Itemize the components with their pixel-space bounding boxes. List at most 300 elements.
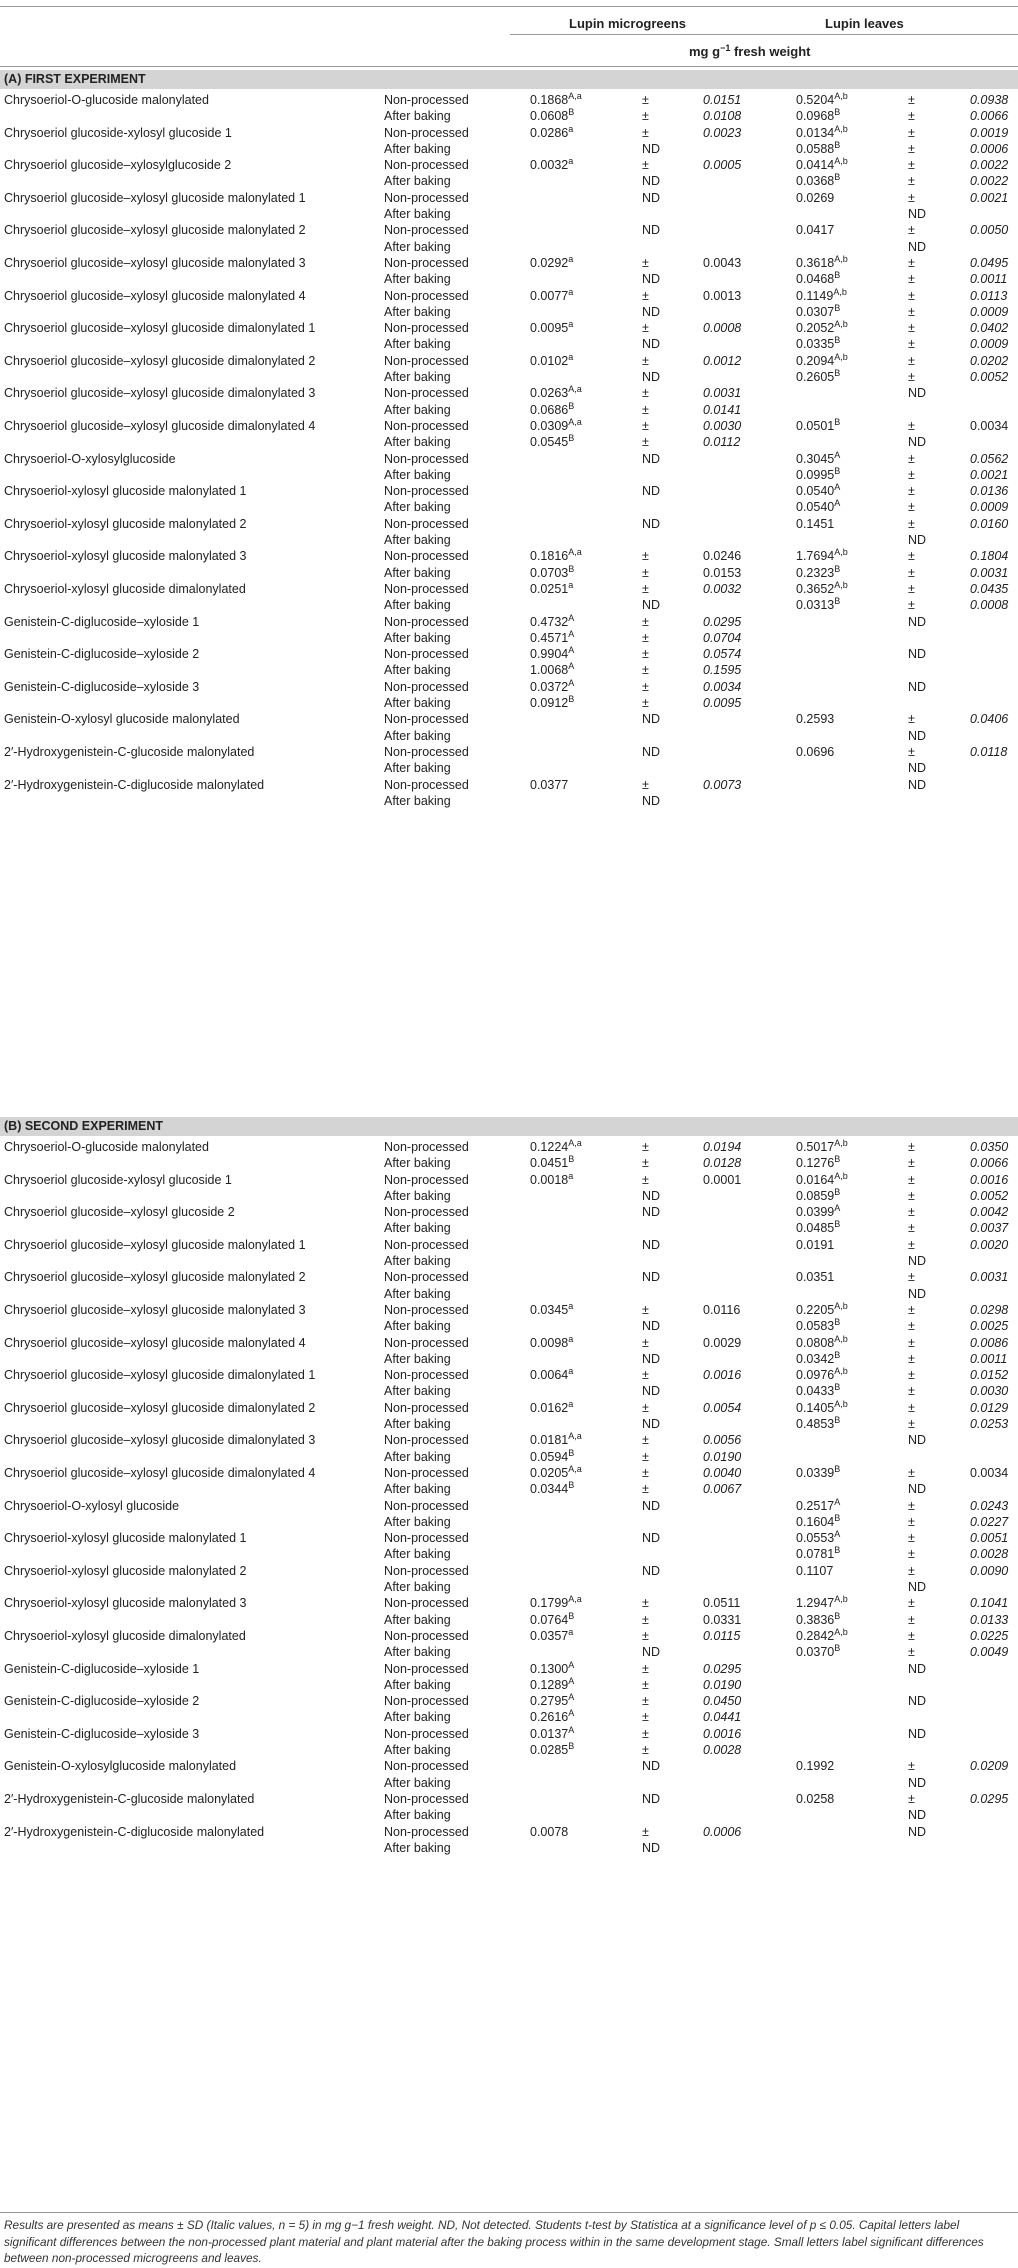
microgreens-pm-or-nd: ±: [642, 1466, 649, 1480]
leaves-sd: 0.0022: [970, 158, 1009, 172]
microgreens-sd: 0.0574: [703, 647, 742, 661]
leaves-mean: $0.1405^{A,b}$: [796, 1399, 848, 1415]
leaves-sd: 0.0406: [970, 712, 1009, 726]
microgreens-sd: 0.0043: [703, 256, 742, 270]
microgreens-sd: 0.0112: [703, 435, 741, 449]
microgreens-sd: 0.0006: [703, 1825, 742, 1839]
microgreens-sd: 0.0016: [703, 1727, 742, 1741]
leaves-sd: 0.0227: [970, 1515, 1009, 1529]
leaves-pm-or-nd: ±: [908, 1466, 915, 1480]
microgreens-mean: $0.0912^B$: [530, 694, 575, 710]
leaves-mean: $0.5204^{A,b}$: [796, 91, 848, 107]
processing-state: After baking: [384, 240, 451, 254]
leaves-mean: 0.1107: [796, 1564, 834, 1578]
compound-name: Chrysoeriol-O-glucoside malonylated: [4, 93, 209, 107]
leaves-sd: 0.0022: [970, 174, 1009, 188]
leaves-pm-or-nd: ±: [908, 158, 915, 172]
leaves-mean: $0.0399^A$: [796, 1203, 841, 1219]
leaves-sd: 0.0435: [970, 582, 1009, 596]
microgreens-mean: $0.0372^A$: [530, 678, 575, 694]
microgreens-pm-or-nd: ±: [642, 696, 649, 710]
microgreens-pm-or-nd: ±: [642, 386, 649, 400]
microgreens-mean: $0.0594^B$: [530, 1448, 575, 1464]
leaves-pm-or-nd: ±: [908, 1629, 915, 1643]
microgreens-pm-or-nd: ±: [642, 354, 649, 368]
microgreens-mean: $0.1868^{A,a}$: [530, 91, 582, 107]
microgreens-pm-or-nd: ±: [642, 1710, 649, 1724]
microgreens-sd: 0.1595: [703, 663, 742, 677]
microgreens-sd: 0.0095: [703, 696, 742, 710]
compound-name: 2′-Hydroxygenistein-C-diglucoside malonylated: [4, 777, 265, 792]
compound-name: Chrysoeriol-xylosyl glucoside malonylated 2: [4, 516, 247, 531]
leaves-mean: $0.0307^B$: [796, 303, 841, 319]
leaves-mean: $0.1276^B$: [796, 1154, 841, 1170]
leaves-mean: 0.0351: [796, 1270, 835, 1284]
microgreens-pm-or-nd: ±: [642, 1743, 649, 1757]
processing-state: Non-processed: [384, 1466, 469, 1480]
leaves-sd: 0.0298: [970, 1303, 1009, 1317]
microgreens-pm-or-nd: ±: [642, 403, 649, 417]
leaves-mean: $0.0164^{A,b}$: [796, 1171, 848, 1187]
compound-name: Chrysoeriol glucoside–xylosyl glucoside dimalonylated 3: [4, 386, 316, 401]
leaves-mean: $0.0370^B$: [796, 1643, 841, 1659]
microgreens-sd: 0.0054: [703, 1401, 742, 1415]
compound-name: Genistein-C-diglucoside–xyloside 1: [4, 1661, 200, 1676]
leaves-pm-or-nd: ND: [908, 729, 927, 743]
leaves-mean: $0.0339^B$: [796, 1464, 841, 1480]
microgreens-pm-or-nd: ±: [642, 680, 649, 694]
microgreens-pm-or-nd: ±: [642, 663, 649, 677]
processing-state: Non-processed: [384, 582, 469, 596]
microgreens-mean: $0.0205^{A,a}$: [530, 1464, 582, 1480]
processing-state: After baking: [384, 761, 451, 775]
processing-state: Non-processed: [384, 1727, 469, 1741]
leaves-sd: 0.0028: [970, 1547, 1009, 1561]
leaves-mean: $0.0313^B$: [796, 596, 841, 612]
microgreens-sd: 0.0012: [703, 354, 742, 368]
microgreens-sd: 0.0108: [703, 109, 742, 123]
leaves-pm-or-nd: ±: [908, 109, 915, 123]
microgreens-sd: 0.0029: [703, 1336, 742, 1350]
leaves-sd: 0.0009: [970, 337, 1009, 351]
compound-name: Chrysoeriol glucoside–xylosyl glucoside dimalonylated 2: [4, 353, 316, 368]
leaves-pm-or-nd: ±: [908, 337, 915, 351]
compound-name: Chrysoeriol-O-glucoside malonylated: [4, 1140, 209, 1154]
microgreens-pm-or-nd: ±: [642, 1694, 649, 1708]
leaves-pm-or-nd: ±: [908, 1531, 915, 1545]
processing-state: After baking: [384, 794, 451, 808]
compound-name: Chrysoeriol-xylosyl glucoside malonylated 2: [4, 1563, 247, 1578]
processing-state: Non-processed: [384, 1792, 469, 1806]
microgreens-sd: 0.0153: [703, 566, 742, 580]
leaves-sd: 0.0042: [970, 1205, 1009, 1219]
processing-state: Non-processed: [384, 1759, 469, 1773]
leaves-pm-or-nd: ±: [908, 517, 915, 531]
leaves-pm-or-nd: ND: [908, 1776, 927, 1790]
column-header-leaves: Lupin leaves: [825, 16, 904, 31]
microgreens-pm-or-nd: ND: [642, 1417, 661, 1431]
leaves-pm-or-nd: ±: [908, 126, 915, 140]
leaves-mean: 0.0696: [796, 745, 835, 759]
column-header-microgreens: Lupin microgreens: [569, 16, 687, 31]
leaves-sd: 0.0066: [970, 109, 1009, 123]
leaves-pm-or-nd: ±: [908, 1303, 915, 1317]
processing-state: After baking: [384, 207, 451, 221]
processing-state: Non-processed: [384, 647, 469, 661]
leaves-pm-or-nd: ±: [908, 712, 915, 726]
leaves-pm-or-nd: ±: [908, 1564, 915, 1578]
microgreens-pm-or-nd: ±: [642, 1727, 649, 1741]
microgreens-pm-or-nd: ±: [642, 1613, 649, 1627]
leaves-pm-or-nd: ND: [908, 1727, 927, 1741]
microgreens-sd: 0.0295: [703, 1662, 742, 1676]
processing-state: After baking: [384, 1808, 451, 1822]
microgreens-sd: 0.0246: [703, 549, 742, 563]
microgreens-pm-or-nd: ±: [642, 256, 649, 270]
processing-state: Non-processed: [384, 1173, 469, 1187]
compound-name: Chrysoeriol glucoside–xylosyl glucoside dimalonylated 4: [4, 1466, 316, 1480]
leaves-sd: 0.0402: [970, 321, 1009, 335]
microgreens-pm-or-nd: ±: [642, 1629, 649, 1643]
compound-name: Chrysoeriol-xylosyl glucoside dimalonylated: [4, 1629, 246, 1643]
processing-state: After baking: [384, 1221, 451, 1235]
compound-name: Chrysoeriol glucoside–xylosyl glucoside malonylated 1: [4, 1237, 306, 1252]
processing-state: After baking: [384, 1776, 451, 1790]
processing-state: After baking: [384, 1352, 451, 1366]
microgreens-sd: 0.0450: [703, 1694, 742, 1708]
microgreens-sd: 0.0001: [703, 1173, 742, 1187]
microgreens-pm-or-nd: ND: [642, 1645, 661, 1659]
processing-state: Non-processed: [384, 1140, 469, 1154]
leaves-sd: 0.0938: [970, 93, 1009, 107]
leaves-sd: 0.0020: [970, 1238, 1009, 1252]
leaves-mean: 0.1992: [796, 1759, 835, 1773]
compound-name: 2′-Hydroxygenistein-C-glucoside malonylated: [4, 1792, 255, 1806]
leaves-sd: 0.0031: [970, 566, 1009, 580]
processing-state: After baking: [384, 533, 451, 547]
processing-state: After baking: [384, 1384, 451, 1398]
microgreens-sd: 0.0031: [703, 386, 742, 400]
processing-state: After baking: [384, 598, 451, 612]
processing-state: Non-processed: [384, 1368, 469, 1382]
compound-name: Chrysoeriol-xylosyl glucoside malonylated 3: [4, 549, 247, 564]
processing-state: Non-processed: [384, 1270, 469, 1284]
header-bottom-rule: [0, 66, 1018, 67]
leaves-pm-or-nd: ±: [908, 1221, 915, 1235]
leaves-pm-or-nd: ND: [908, 240, 927, 254]
leaves-mean: $0.0976^{A,b}$: [796, 1366, 848, 1382]
leaves-mean: 0.0191: [796, 1238, 835, 1252]
header-rule: [510, 34, 1018, 35]
compound-name: Chrysoeriol glucoside–xylosyl glucoside dimalonylated 1: [4, 321, 316, 336]
compound-name: Genistein-C-diglucoside–xyloside 3: [4, 1726, 200, 1741]
leaves-sd: 0.0008: [970, 598, 1009, 612]
microgreens-sd: 0.0190: [703, 1450, 742, 1464]
leaves-sd: 0.0295: [970, 1792, 1009, 1806]
microgreens-pm-or-nd: ND: [642, 598, 661, 612]
processing-state: After baking: [384, 1482, 451, 1496]
microgreens-pm-or-nd: ±: [642, 109, 649, 123]
microgreens-pm-or-nd: ND: [642, 745, 661, 759]
processing-state: Non-processed: [384, 1694, 469, 1708]
microgreens-sd: 0.0032: [703, 582, 742, 596]
leaves-mean: $0.0134^{A,b}$: [796, 124, 848, 140]
processing-state: Non-processed: [384, 1564, 469, 1578]
compound-name: Chrysoeriol-xylosyl glucoside malonylated 1: [4, 1531, 247, 1546]
leaves-mean: 0.0258: [796, 1792, 835, 1806]
leaves-mean: $0.0540^A$: [796, 498, 841, 514]
leaves-pm-or-nd: ±: [908, 1368, 915, 1382]
compound-name: 2′-Hydroxygenistein-C-glucoside malonylated: [4, 745, 255, 759]
leaves-pm-or-nd: ±: [908, 1384, 915, 1398]
processing-state: Non-processed: [384, 126, 469, 140]
microgreens-pm-or-nd: ND: [642, 305, 661, 319]
leaves-pm-or-nd: ND: [908, 1825, 927, 1839]
microgreens-mean: 0.0095$^a$: [530, 319, 574, 335]
processing-state: After baking: [384, 1743, 451, 1757]
leaves-pm-or-nd: ND: [908, 615, 927, 629]
microgreens-pm-or-nd: ND: [642, 1564, 661, 1578]
processing-state: Non-processed: [384, 354, 469, 368]
processing-state: Non-processed: [384, 1596, 469, 1610]
processing-state: After baking: [384, 729, 451, 743]
leaves-sd: 0.0133: [970, 1613, 1009, 1627]
microgreens-mean: $0.4571^A$: [530, 629, 575, 645]
leaves-sd: 0.0006: [970, 142, 1009, 156]
compound-name: Chrysoeriol glucoside–xylosyl glucoside dimalonylated 2: [4, 1400, 316, 1415]
leaves-sd: 0.0050: [970, 223, 1009, 237]
microgreens-pm-or-nd: ±: [642, 566, 649, 580]
leaves-mean: $0.0485^B$: [796, 1219, 841, 1235]
microgreens-sd: 0.0073: [703, 778, 742, 792]
processing-state: After baking: [384, 1841, 451, 1855]
processing-state: After baking: [384, 1547, 451, 1561]
microgreens-mean: $0.0764^B$: [530, 1611, 575, 1627]
microgreens-mean: $0.0451^B$: [530, 1154, 575, 1170]
leaves-sd: 0.0030: [970, 1384, 1009, 1398]
leaves-mean: $0.0553^A$: [796, 1529, 841, 1545]
processing-state: Non-processed: [384, 517, 469, 531]
leaves-pm-or-nd: ND: [908, 1662, 927, 1676]
processing-state: Non-processed: [384, 1401, 469, 1415]
leaves-pm-or-nd: ±: [908, 598, 915, 612]
processing-state: After baking: [384, 1515, 451, 1529]
microgreens-mean: $0.0608^B$: [530, 107, 575, 123]
microgreens-mean: $1.0068^A$: [530, 661, 575, 677]
leaves-sd: 0.0086: [970, 1336, 1009, 1350]
microgreens-sd: 0.0030: [703, 419, 742, 433]
compound-name: Genistein-O-xylosyl glucoside malonylated: [4, 712, 240, 727]
leaves-pm-or-nd: ND: [908, 533, 927, 547]
processing-state: Non-processed: [384, 223, 469, 237]
section-header: (A) FIRST EXPERIMENT: [0, 70, 1018, 89]
leaves-sd: 0.0025: [970, 1319, 1009, 1333]
microgreens-pm-or-nd: ND: [642, 712, 661, 726]
table-top-rule: [0, 6, 1018, 7]
leaves-sd: 0.0136: [970, 484, 1009, 498]
microgreens-mean: 0.0018$^a$: [530, 1171, 574, 1187]
processing-state: Non-processed: [384, 1499, 469, 1513]
processing-state: After baking: [384, 142, 451, 156]
leaves-sd: 0.0009: [970, 305, 1009, 319]
microgreens-sd: 0.0151: [703, 93, 742, 107]
processing-state: Non-processed: [384, 452, 469, 466]
processing-state: Non-processed: [384, 386, 469, 400]
leaves-pm-or-nd: ±: [908, 321, 915, 335]
microgreens-pm-or-nd: ±: [642, 126, 649, 140]
processing-state: Non-processed: [384, 191, 469, 205]
leaves-mean: $0.2094^{A,b}$: [796, 352, 848, 368]
microgreens-pm-or-nd: ±: [642, 1482, 649, 1496]
microgreens-mean: $0.0545^B$: [530, 433, 575, 449]
microgreens-pm-or-nd: ND: [642, 1319, 661, 1333]
processing-state: Non-processed: [384, 680, 469, 694]
microgreens-mean: 0.0292$^a$: [530, 254, 574, 270]
leaves-sd: 0.0019: [970, 126, 1009, 140]
processing-state: Non-processed: [384, 712, 469, 726]
microgreens-mean: $0.1300^A$: [530, 1660, 575, 1676]
processing-state: Non-processed: [384, 419, 469, 433]
microgreens-mean: $0.0263^{A,a}$: [530, 384, 582, 400]
microgreens-mean: $0.0285^B$: [530, 1741, 575, 1757]
microgreens-mean: $0.1289^A$: [530, 1676, 575, 1692]
microgreens-pm-or-nd: ±: [642, 289, 649, 303]
processing-state: Non-processed: [384, 1238, 469, 1252]
leaves-mean: $0.5017^{A,b}$: [796, 1138, 848, 1154]
microgreens-sd: 0.0441: [703, 1710, 742, 1724]
processing-state: After baking: [384, 337, 451, 351]
microgreens-pm-or-nd: ±: [642, 1596, 649, 1610]
leaves-sd: 0.1041: [970, 1596, 1009, 1610]
microgreens-pm-or-nd: ND: [642, 1792, 661, 1806]
processing-state: After baking: [384, 566, 451, 580]
microgreens-pm-or-nd: ±: [642, 435, 649, 449]
processing-state: After baking: [384, 305, 451, 319]
leaves-mean: $0.3045^A$: [796, 450, 841, 466]
leaves-pm-or-nd: ±: [908, 745, 915, 759]
microgreens-pm-or-nd: ND: [642, 337, 661, 351]
leaves-sd: 0.0202: [970, 354, 1009, 368]
leaves-sd: 0.0160: [970, 517, 1009, 531]
microgreens-pm-or-nd: ND: [642, 1352, 661, 1366]
compound-name: Chrysoeriol glucoside–xylosyl glucoside malonylated 2: [4, 223, 306, 238]
microgreens-pm-or-nd: ND: [642, 1189, 661, 1203]
microgreens-pm-or-nd: ±: [642, 1140, 649, 1154]
leaves-mean: $0.2842^{A,b}$: [796, 1627, 848, 1643]
processing-state: After baking: [384, 500, 451, 514]
microgreens-pm-or-nd: ND: [642, 191, 661, 205]
leaves-mean: $0.0501^B$: [796, 417, 841, 433]
leaves-pm-or-nd: ±: [908, 1645, 915, 1659]
leaves-mean: $0.0588^B$: [796, 140, 841, 156]
leaves-mean: $0.2605^B$: [796, 368, 841, 384]
leaves-pm-or-nd: ±: [908, 191, 915, 205]
processing-state: Non-processed: [384, 1303, 469, 1317]
leaves-pm-or-nd: ±: [908, 1205, 915, 1219]
processing-state: After baking: [384, 1417, 451, 1431]
compound-name: Genistein-O-xylosylglucoside malonylated: [4, 1759, 237, 1774]
microgreens-pm-or-nd: ±: [642, 1368, 649, 1382]
compound-name: Chrysoeriol-xylosyl glucoside malonylated 3: [4, 1596, 247, 1611]
leaves-pm-or-nd: ±: [908, 93, 915, 107]
leaves-pm-or-nd: ±: [908, 1417, 915, 1431]
leaves-sd: 0.0066: [970, 1156, 1009, 1170]
processing-state: Non-processed: [384, 289, 469, 303]
processing-state: After baking: [384, 370, 451, 384]
leaves-sd: 0.0011: [970, 1352, 1008, 1366]
processing-state: After baking: [384, 1254, 451, 1268]
leaves-mean: $0.0335^B$: [796, 335, 841, 351]
compound-name: Genistein-C-diglucoside–xyloside 1: [4, 614, 200, 629]
compound-name: Chrysoeriol glucoside-xylosyl glucoside 1: [4, 1172, 232, 1187]
microgreens-pm-or-nd: ND: [642, 1270, 661, 1284]
compound-name: Chrysoeriol glucoside–xylosylglucoside 2: [4, 158, 232, 173]
compound-name: Chrysoeriol glucoside–xylosyl glucoside malonylated 2: [4, 1270, 306, 1285]
leaves-sd: 0.0118: [970, 745, 1008, 759]
leaves-pm-or-nd: ±: [908, 1238, 915, 1252]
leaves-pm-or-nd: ND: [908, 761, 927, 775]
processing-state: After baking: [384, 1287, 451, 1301]
processing-state: Non-processed: [384, 93, 469, 107]
processing-state: After baking: [384, 1189, 451, 1203]
leaves-sd: 0.0031: [970, 1270, 1009, 1284]
processing-state: Non-processed: [384, 745, 469, 759]
leaves-mean: $0.0540^A$: [796, 482, 841, 498]
leaves-mean: $0.4853^B$: [796, 1415, 841, 1431]
processing-state: After baking: [384, 1450, 451, 1464]
leaves-pm-or-nd: ±: [908, 419, 915, 433]
compound-name: Chrysoeriol glucoside–xylosyl glucoside dimalonylated 3: [4, 1433, 316, 1448]
leaves-mean: $0.2052^{A,b}$: [796, 319, 848, 335]
leaves-mean: $0.0968^B$: [796, 107, 841, 123]
processing-state: After baking: [384, 1580, 451, 1594]
microgreens-sd: 0.0194: [703, 1140, 742, 1154]
leaves-sd: 0.0034: [970, 1466, 1009, 1480]
leaves-sd: 0.0129: [970, 1401, 1009, 1415]
leaves-sd: 0.1804: [970, 549, 1009, 563]
leaves-mean: $1.7694^{A,b}$: [796, 547, 848, 563]
leaves-mean: $0.0995^B$: [796, 466, 841, 482]
leaves-pm-or-nd: ND: [908, 1433, 927, 1447]
leaves-mean: $0.0468^B$: [796, 270, 841, 286]
microgreens-mean: $0.0344^B$: [530, 1480, 575, 1496]
microgreens-mean: $0.9904^A$: [530, 645, 575, 661]
microgreens-pm-or-nd: ND: [642, 142, 661, 156]
processing-state: Non-processed: [384, 1433, 469, 1447]
compound-name: Chrysoeriol-xylosyl glucoside malonylated 1: [4, 484, 247, 499]
leaves-mean: $1.2947^{A,b}$: [796, 1594, 848, 1610]
microgreens-mean: 0.0064$^a$: [530, 1366, 574, 1382]
processing-state: Non-processed: [384, 1336, 469, 1350]
leaves-pm-or-nd: ND: [908, 435, 927, 449]
microgreens-sd: 0.0128: [703, 1156, 742, 1170]
microgreens-pm-or-nd: ±: [642, 778, 649, 792]
microgreens-sd: 0.0056: [703, 1433, 742, 1447]
microgreens-pm-or-nd: ±: [642, 419, 649, 433]
microgreens-mean: 0.0162$^a$: [530, 1399, 574, 1415]
leaves-sd: 0.0009: [970, 500, 1009, 514]
processing-state: After baking: [384, 1613, 451, 1627]
microgreens-pm-or-nd: ND: [642, 1384, 661, 1398]
microgreens-sd: 0.0511: [703, 1596, 741, 1610]
microgreens-sd: 0.0016: [703, 1368, 742, 1382]
processing-state: After baking: [384, 468, 451, 482]
processing-state: Non-processed: [384, 615, 469, 629]
microgreens-pm-or-nd: ±: [642, 1156, 649, 1170]
leaves-mean: $0.0414^{A,b}$: [796, 156, 848, 172]
microgreens-sd: 0.0331: [703, 1613, 742, 1627]
leaves-sd: 0.0021: [970, 191, 1009, 205]
